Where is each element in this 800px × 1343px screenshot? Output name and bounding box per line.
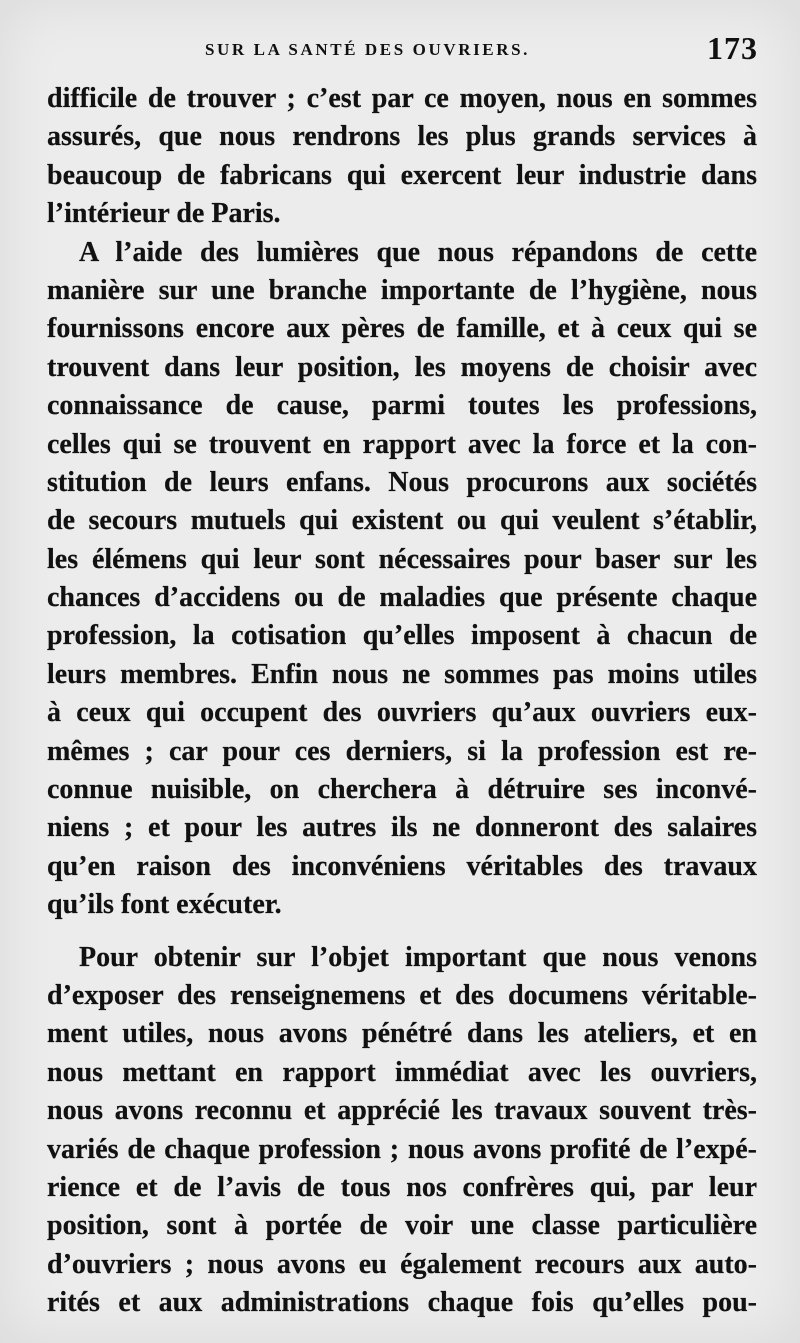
running-head: SUR LA SANTÉ DES OUVRIERS. [205, 40, 531, 59]
text-line: les élémens qui leur sont nécessaires pour baser sur les [47, 543, 757, 575]
text-line: connue nuisible, on cherchera à détruire ses inconvé- [47, 774, 757, 806]
text-line: leurs membres. Enfin nous ne sommes pas moins utiles [47, 658, 757, 690]
body-text [47, 80, 757, 1323]
paragraph-1 [47, 80, 757, 234]
text-line: variés de chaque profession ; nous avons profité de l’expé- [47, 1133, 757, 1165]
text-line: celles qui se trouvent en rapport avec la force et la con- [47, 428, 757, 460]
text-line: A l’aide des lumières que nous répandons de cette [79, 236, 757, 268]
page-header [0, 30, 800, 76]
text-line: Pour obtenir sur l’objet important que nous venons [79, 941, 757, 973]
paragraph-2 [47, 234, 757, 925]
text-line: niens ; et pour les autres ils ne donneront des salaires [47, 812, 757, 844]
text-line: d’ouvriers ; nous avons eu également recours aux auto- [47, 1248, 757, 1280]
text-line: chances d’accidens ou de maladies que présente chaque [47, 582, 757, 614]
text-line: beaucoup de fabricans qui exercent leur industrie dans [47, 159, 757, 191]
text-line: mêmes ; car pour ces derniers, si la profession est re- [47, 735, 757, 767]
text-line: connaissance de cause, parmi toutes les professions, [47, 390, 757, 422]
text-line: ment utiles, nous avons pénétré dans les ateliers, et en [47, 1018, 757, 1050]
text-line: rience et de l’avis de tous nos confrères qui, par leur [47, 1171, 757, 1203]
text-line: qu’ils font exécuter. [47, 889, 282, 921]
text-line: de secours mutuels qui existent ou qui veulent s’établir, [47, 505, 757, 537]
text-line: stitution de leurs enfans. Nous procurons aux sociétés [47, 466, 757, 498]
text-line: assurés, que nous rendrons les plus grands services à [47, 121, 757, 153]
text-line: profession, la cotisation qu’elles imposent à chacun de [47, 620, 757, 652]
text-line: à ceux qui occupent des ouvriers qu’aux ouvriers eux- [47, 697, 757, 729]
paragraph-gap [47, 925, 757, 939]
text-line: manière sur une branche importante de l’hygiène, nous [47, 274, 757, 306]
paragraph-3 [47, 939, 757, 1323]
text-line: fournissons encore aux pères de famille, et à ceux qui se [47, 313, 757, 345]
text-line: nous mettant en rapport immédiat avec les ouvriers, [47, 1056, 757, 1088]
text-line: position, sont à portée de voir une classe particulière [47, 1210, 757, 1242]
text-line: qu’en raison des inconvéniens véritables des travaux [47, 850, 757, 882]
text-line: l’intérieur de Paris. [47, 198, 281, 230]
text-line: d’exposer des renseignemens et des documens véritable- [47, 979, 757, 1011]
page-number: 173 [707, 30, 758, 66]
text-line: difficile de trouver ; c’est par ce moyen, nous en sommes [47, 83, 757, 114]
text-line: trouvent dans leur position, les moyens de choisir avec [47, 351, 757, 383]
text-line: nous avons reconnu et apprécié les travaux souvent très- [47, 1095, 757, 1127]
text-line: rités et aux administrations chaque fois qu’elles pou- [47, 1287, 757, 1319]
